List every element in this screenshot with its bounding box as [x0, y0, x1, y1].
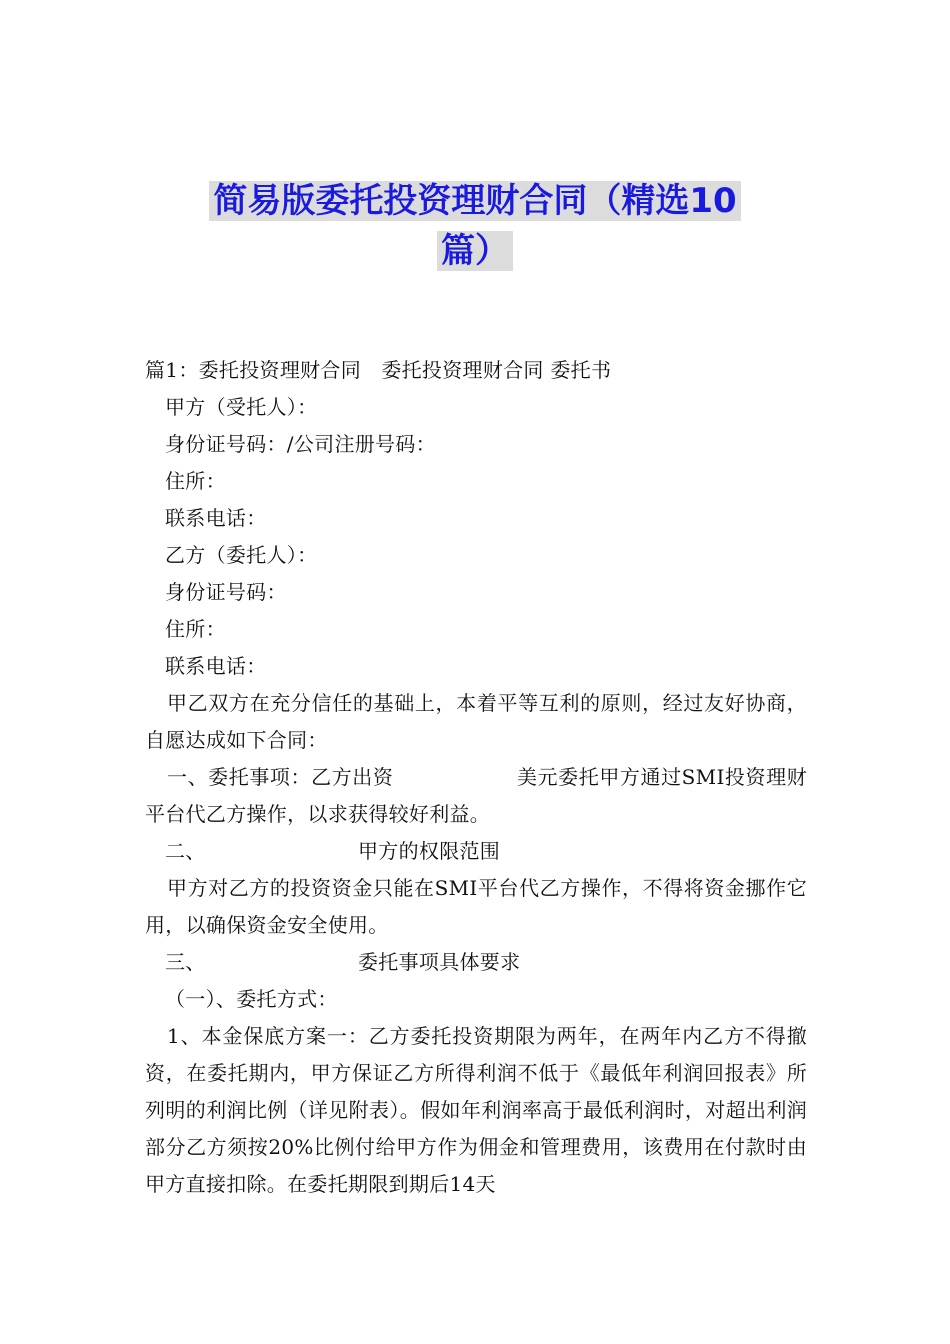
- title-line-2: 篇）: [437, 231, 513, 271]
- clause-1-paragraph: 一、委托事项：乙方出资 美元委托甲方通过SMI投资理财平台代乙方操作，以求获得较好利益。: [145, 765, 807, 826]
- clause-2-paragraph: 甲方对乙方的投资资金只能在SMI平台代乙方操作，不得将资金挪作它用，以确保资金安全使用。: [145, 876, 807, 937]
- party-b-phone-label: 联系电话：: [165, 654, 267, 678]
- party-b-address-label: 住所：: [165, 617, 226, 641]
- party-b-id-label: 身份证号码：: [165, 580, 287, 604]
- scheme-1-paragraph: 1、本金保底方案一：乙方委托投资期限为两年，在两年内乙方不得撤资，在委托期内，甲方保证乙方所得利润不低于《最低年利润回报表》所列明的利润比例（详见附表）。假如年利润率高于最低利润时，对超出利润部分乙方须按20%比例付给甲方作为佣金和管理费用，该费用在付款时由甲方直接扣除。在委托期限到期后14天: [145, 1024, 807, 1196]
- clause-3-heading: 三、 委托事项具体要求: [165, 950, 521, 974]
- document-body: [145, 352, 807, 1203]
- clause-2-heading: 二、 甲方的权限范围: [165, 839, 501, 863]
- party-a-label: 甲方（受托人）：: [165, 395, 318, 419]
- party-a-address-label: 住所：: [165, 469, 226, 493]
- section-heading: 篇1：委托投资理财合同 委托投资理财合同 委托书: [145, 358, 612, 382]
- title-line-1: 简易版委托投资理财合同（精选10: [209, 181, 740, 221]
- party-a-id-label: 身份证号码：/公司注册号码：: [165, 432, 436, 456]
- subclause-heading: （一）、委托方式：: [165, 987, 338, 1011]
- preamble-paragraph: 甲乙双方在充分信任的基础上，本着平等互利的原则，经过友好协商，自愿达成如下合同：: [145, 691, 807, 752]
- party-a-phone-label: 联系电话：: [165, 506, 267, 530]
- document-title: [150, 176, 800, 276]
- party-b-label: 乙方（委托人）：: [165, 543, 318, 567]
